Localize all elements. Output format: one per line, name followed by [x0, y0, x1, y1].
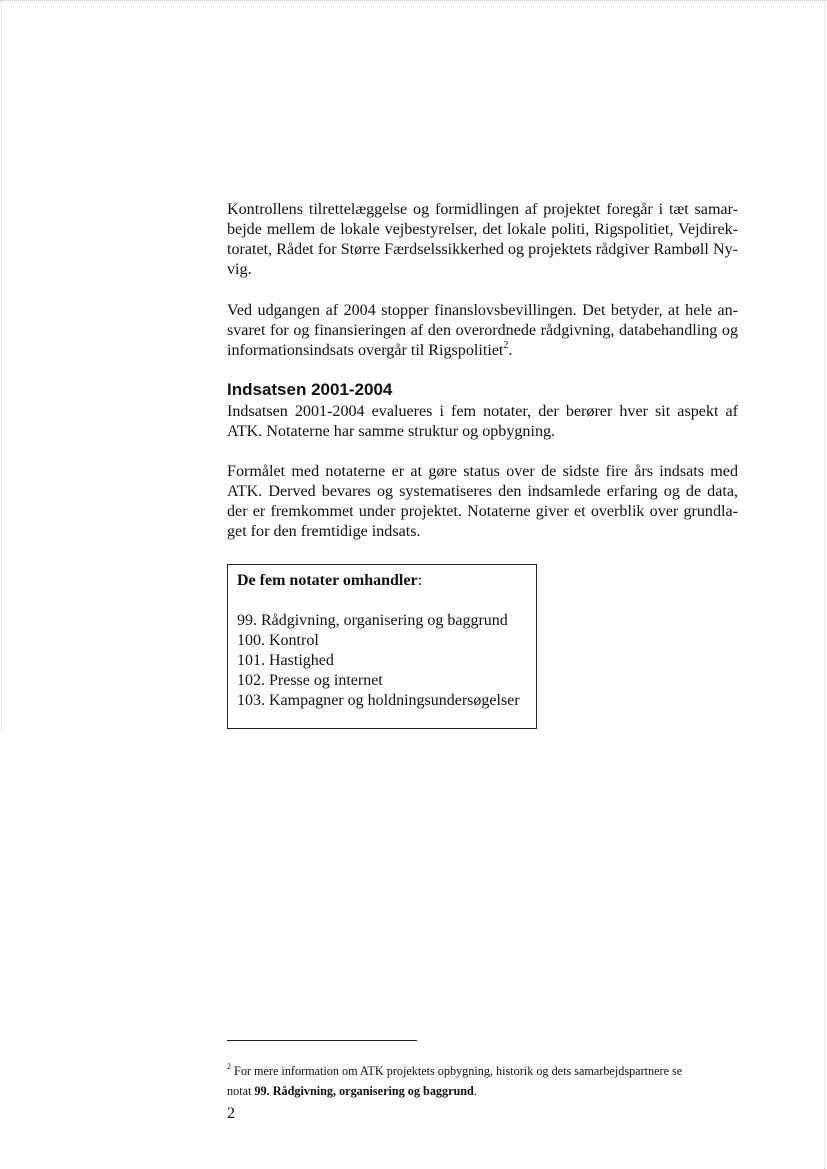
list-item: 99. Rådgivning, organisering og baggrund — [237, 612, 508, 629]
text-line: vig. — [227, 261, 252, 278]
text-line: get for den fremtidige indsats. — [227, 523, 421, 540]
text-line: Formålet med notaterne er at gøre status over de sidste fire års indsats med — [227, 463, 738, 480]
list-item: 102. Presse og internet — [237, 672, 383, 689]
text-line — [227, 341, 738, 361]
footnote-text: . — [473, 1084, 477, 1099]
sentence-end: . — [508, 342, 513, 359]
scan-edge-left — [1, 0, 3, 730]
text-line: bejde mellem de lokale vejbestyrelser, det lokale politi, Rigspolitiet, Vejdirek- — [227, 221, 738, 238]
text-line: Kontrollens tilrettelæggelse og formidlingen af projektet foregår i tæt samar- — [227, 201, 738, 218]
paragraph-funding — [227, 301, 738, 361]
footnote — [227, 1058, 742, 1101]
text-line: Ved udgangen af 2004 stopper finanslovsbevillingen. Det betyder, at hele an- — [227, 302, 738, 319]
notes-list — [237, 611, 536, 711]
paragraph-purpose — [227, 462, 738, 542]
text-line: der er fremkommet under projektet. Notaterne giver et overblik over grundla- — [227, 503, 738, 520]
text-line: ATK. Derved bevares og systematiseres den indsamlede erfaring og de data, — [227, 483, 738, 500]
notes-box-title-text: De fem notater omhandler — [237, 572, 418, 589]
scan-edge-top — [0, 0, 827, 4]
footnote-separator — [227, 1040, 417, 1041]
text-line: Indsatsen 2001-2004 evalueres i fem notater, der berører hver sit aspekt af — [227, 403, 738, 420]
text-line-body: informationsindsats overgår til Rigspolitiet — [227, 342, 504, 359]
list-item: 101. Hastighed — [237, 652, 334, 669]
paragraph-collaboration — [227, 200, 738, 280]
text-line: toratet, Rådet for Større Færdselssikkerhed og projektets rådgiver Rambøll Ny- — [227, 241, 738, 258]
footnote-line — [227, 1058, 742, 1081]
text-line: ATK. Notaterne har samme struktur og opbygning. — [227, 423, 556, 440]
notes-box-title-colon: : — [417, 572, 423, 589]
footnote-reference: 2 — [503, 339, 509, 351]
scan-edge-right — [823, 0, 825, 1169]
footnote-marker: 2 — [227, 1062, 231, 1071]
list-item: 100. Kontrol — [237, 632, 319, 649]
footnote-text: For mere information om ATK projektets opbygning, historik og dets samarbejdspartnere se — [234, 1064, 683, 1079]
footnote-note-title: 99. Rådgivning, organisering og baggrund — [254, 1084, 474, 1099]
footnote-line — [227, 1081, 742, 1101]
footnote-text: notat — [227, 1084, 255, 1099]
paragraph-evaluation — [227, 402, 738, 442]
notes-box — [227, 564, 537, 729]
notes-box-title — [237, 571, 536, 591]
section-heading: Indsatsen 2001-2004 — [227, 380, 393, 399]
page-number: 2 — [227, 1105, 235, 1122]
text-line: svaret for og finansieringen af den overordnede rådgivning, databehandling og — [227, 322, 738, 339]
list-item: 103. Kampagner og holdningsundersøgelser — [237, 692, 520, 709]
